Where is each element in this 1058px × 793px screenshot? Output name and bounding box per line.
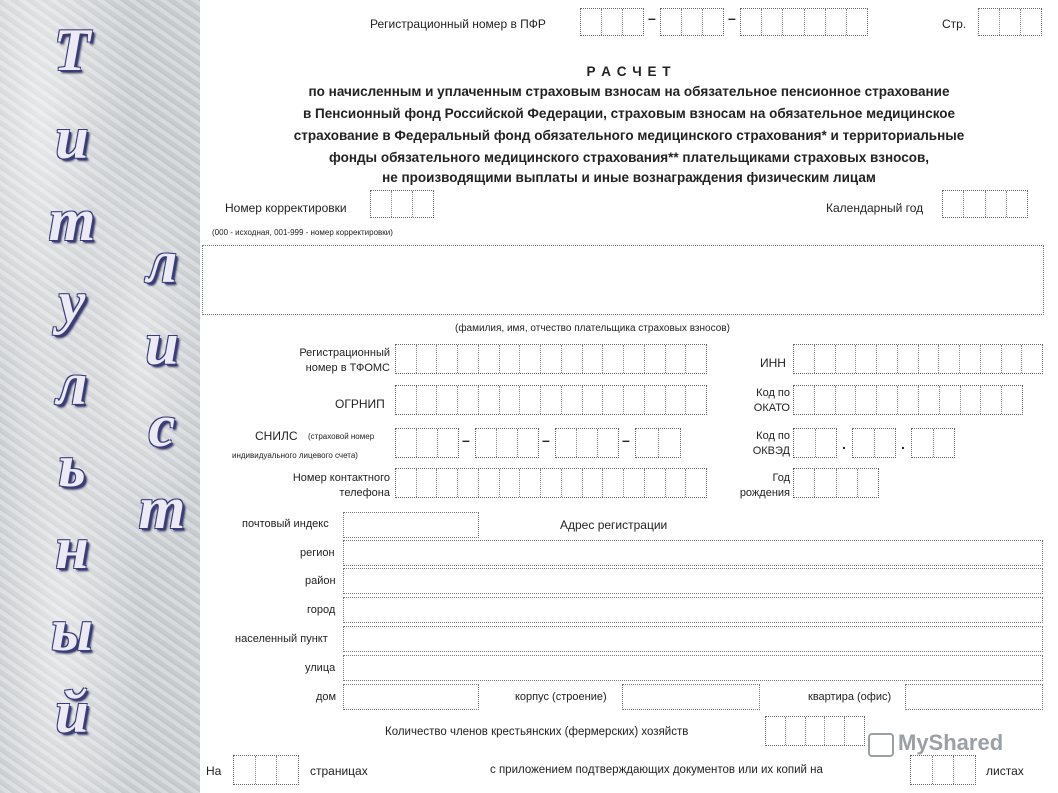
page-number[interactable]	[978, 8, 1042, 36]
region-label: регион	[300, 547, 335, 559]
farms-label: Количество членов крестьянских (фермерских) хозяйств	[385, 726, 689, 738]
snils-note-1: (страховой номер	[308, 432, 375, 441]
page-label: Стр.	[942, 17, 967, 31]
snils-part2[interactable]	[475, 428, 539, 458]
region-field[interactable]	[343, 540, 1043, 566]
okved-part3[interactable]	[911, 428, 955, 458]
footer-on: На	[206, 764, 222, 778]
building-label: корпус (строение)	[515, 691, 607, 703]
pages-count[interactable]	[233, 755, 299, 785]
district-field[interactable]	[343, 568, 1043, 594]
correction-number[interactable]	[370, 190, 434, 218]
letter-titulny-1: и	[55, 105, 89, 171]
letter-titulny-4: л	[56, 351, 88, 417]
letter-titulny-5: ь	[58, 433, 86, 499]
watermark: MyShared	[898, 730, 1004, 755]
apartment-field[interactable]	[905, 684, 1043, 710]
calendar-year[interactable]	[942, 190, 1028, 218]
snils-part3[interactable]	[555, 428, 619, 458]
okved-label: Код по ОКВЭД	[752, 430, 790, 457]
snils-label: СНИЛС	[255, 429, 298, 443]
letter-list-2: с	[148, 393, 176, 459]
letter-list-1: и	[145, 311, 179, 377]
letter-titulny-3: у	[58, 269, 86, 335]
title-line-1: по начисленным и уплаченным страховым взносам на обязательное пенсионное страхование	[308, 84, 950, 99]
title-line-2: в Пенсионный фонд Российской Федерации, страховым взносам на обязательное медицинское	[302, 106, 956, 121]
title-line-3: страхование в Федеральный фонд обязательного медицинского страхования* и территориальные	[293, 128, 965, 143]
reg-pfr-part1[interactable]	[580, 8, 644, 36]
footer-sheets: листах	[986, 764, 1024, 778]
street-field[interactable]	[343, 655, 1043, 681]
apartment-label: квартира (офис)	[808, 691, 892, 703]
title-line-5: не производящими выплаты и иные вознаграждения физическим лицам	[382, 170, 876, 185]
settlement-field[interactable]	[343, 626, 1043, 652]
title-line-4: фонды обязательного медицинского страхования** плательщиками страховых взносов,	[328, 150, 930, 165]
tfoms-number[interactable]	[395, 344, 707, 374]
correction-label: Номер корректировки	[225, 201, 347, 215]
letter-titulny-0: Т	[53, 17, 91, 83]
birth-year[interactable]	[793, 468, 879, 498]
reg-pfr-part3[interactable]	[740, 8, 868, 36]
footer-pages: страницах	[310, 764, 368, 778]
footer-attachments: с приложением подтверждающих документов или их копий на	[490, 764, 823, 776]
street-label: улица	[305, 662, 336, 674]
city-field[interactable]	[343, 597, 1043, 623]
postal-index-label: почтовый индекс	[242, 518, 329, 530]
okved-part1[interactable]	[793, 428, 837, 458]
house-field[interactable]	[343, 684, 479, 710]
birth-year-label: Год рождения	[739, 472, 790, 499]
letter-list-3: т	[138, 475, 186, 541]
postal-index-field[interactable]	[343, 512, 479, 538]
settlement-label: населенный пункт	[235, 633, 328, 645]
farms-count[interactable]	[765, 716, 865, 746]
snils-note-2: индивидуального лицевого счета)	[232, 451, 358, 460]
fio-field[interactable]	[202, 245, 1044, 315]
tfoms-label: Регистрационный номер в ТФОМС	[299, 347, 390, 374]
correction-note: (000 - исходная, 001-999 - номер корректировки)	[212, 228, 393, 237]
inn-label: ИНН	[760, 356, 786, 370]
document-heading: Р А С Ч Е Т	[586, 64, 672, 79]
phone-number[interactable]	[395, 468, 707, 498]
year-label: Календарный год	[826, 201, 924, 215]
address-title: Адрес регистрации	[560, 518, 668, 532]
phone-label: Номер контактного телефона	[292, 472, 390, 499]
okved-part2[interactable]	[852, 428, 896, 458]
letter-titulny-2: т	[48, 187, 96, 253]
reg-pfr-label: Регистрационный номер в ПФР	[370, 17, 546, 31]
snils-part1[interactable]	[395, 428, 459, 458]
form-page: Регистрационный номер в ПФР – – Стр. Р А С Ч Е Т по начисленным и уплаченным страховым взносам на обязательное пенсионное страхование в Пенсионный фонд Российской Федерации, страховым взносам на обязательное медицинское страхование в Федеральный фонд обязательного медицинского страхования* и территориальные фонды обязательного медицинского страхования** плательщиками страховых взносов, не производящими выплаты и иные вознаграждения физическим лицам Номер корректировки (000 - исходная, 001-999 - номер корректировки) Календарный год (фамилия, имя, отчество плательщика страховых взносов) Регистрационный номер в ТФОМС ИНН ОГРНИП Код по ОКАТО СНИЛС (страховой номер индивидуального лицевого счета) – – – Код по ОКВЭД . . Номер контактного телефона Год рождения почтовый индекс Адрес регистрации регион район город населенный пункт улица дом корпус (строение) квартира (офис) Количество членов крестьянских (фермерских) хозяйств На страницах с приложением подтверждающих документов или их копий на листах	[200, 0, 1058, 793]
snils-part4[interactable]	[635, 428, 681, 458]
okato-label: Код по ОКАТО	[753, 387, 790, 414]
city-label: город	[307, 604, 336, 616]
title-sidebar	[0, 0, 200, 793]
house-label: дом	[316, 691, 337, 703]
okato-code[interactable]	[793, 385, 1023, 415]
building-field[interactable]	[622, 684, 760, 710]
letter-titulny-7: ы	[51, 597, 93, 663]
ogrnip-label: ОГРНИП	[335, 397, 385, 411]
watermark-logo-icon	[868, 733, 894, 757]
inn-number[interactable]	[793, 344, 1043, 374]
district-label: район	[305, 575, 336, 587]
reg-pfr-part2[interactable]	[660, 8, 724, 36]
ogrnip-number[interactable]	[395, 385, 707, 415]
letter-list-0: л	[146, 229, 178, 295]
letter-titulny-8: й	[55, 679, 89, 745]
sheets-count[interactable]	[910, 755, 976, 785]
letter-titulny-6: н	[55, 515, 89, 581]
fio-caption: (фамилия, имя, отчество плательщика страховых взносов)	[455, 323, 730, 334]
